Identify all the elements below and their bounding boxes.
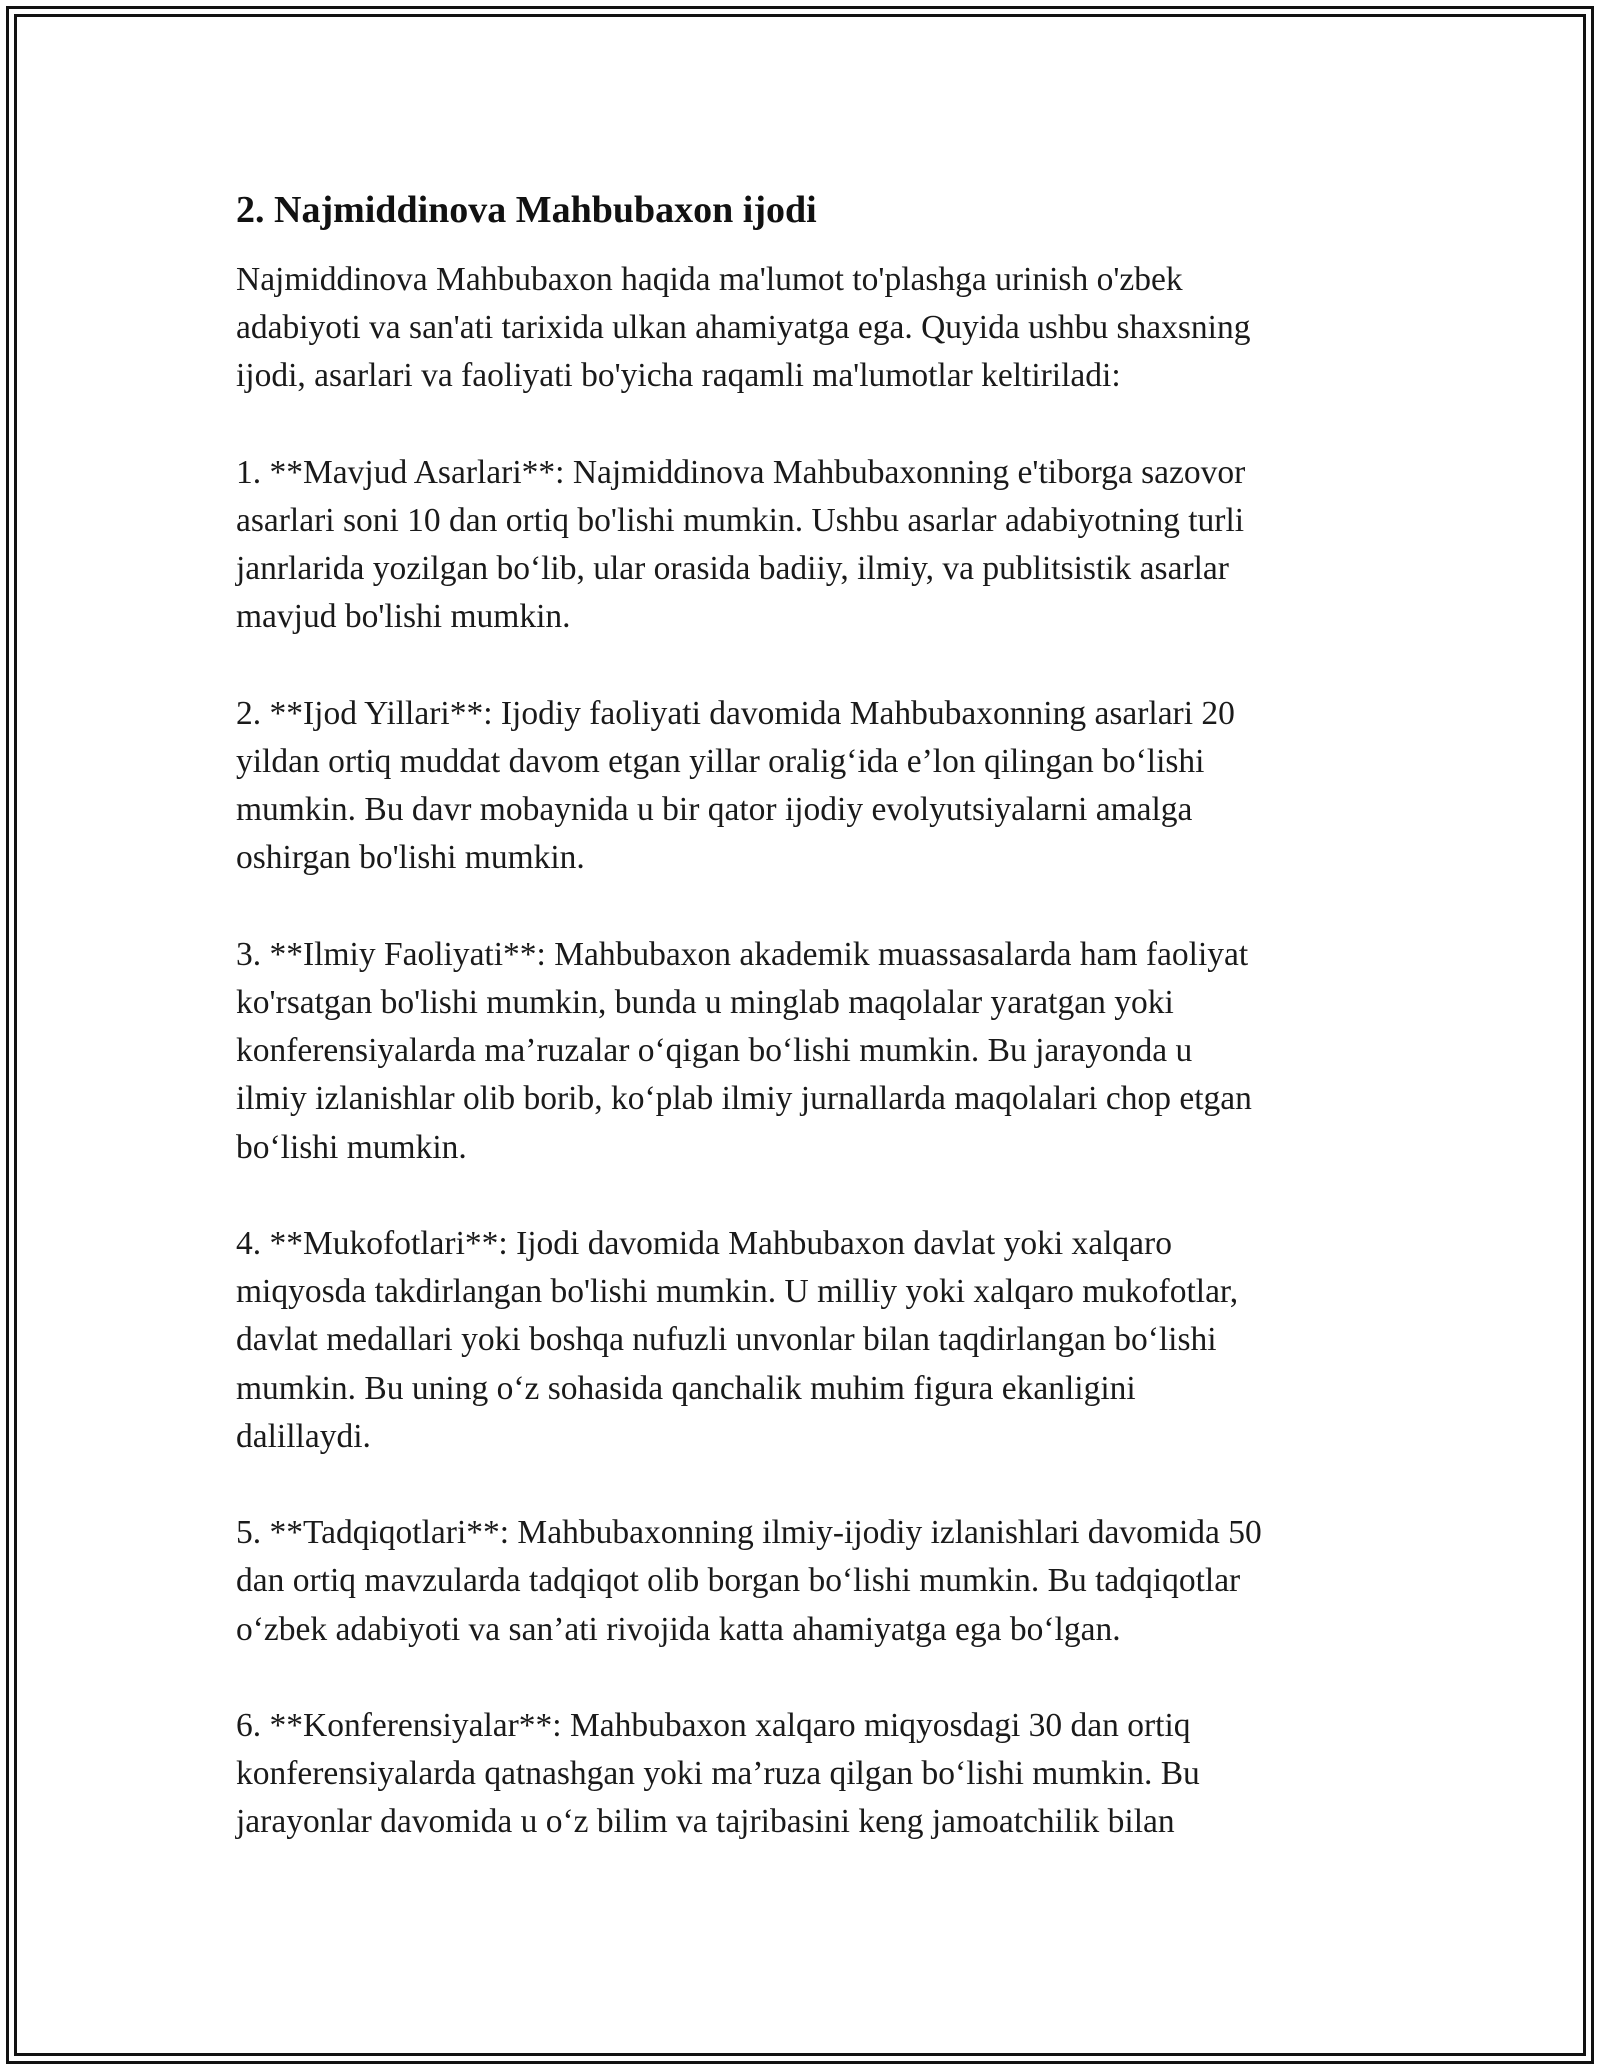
- text-line: 1. **Mavjud Asarlari**: Najmiddinova Mahbubaxonning e'tiborga sazovor: [236, 453, 1246, 491]
- intro-paragraph: [236, 256, 1366, 401]
- text-line: mumkin. Bu davr mobaynida u bir qator ijodiy evolyutsiyalarni amalga: [236, 791, 1193, 829]
- text-line: asarlari soni 10 dan ortiq bo'lishi mumkin. Ushbu asarlar adabiyotning turli: [236, 502, 1245, 539]
- text-line: bo‘lishi mumkin.: [236, 1128, 467, 1166]
- text-line: yildan ortiq muddat davom etgan yillar oralig‘ida e’lon qilingan bo‘lishi: [236, 743, 1205, 780]
- text-line: Najmiddinova Mahbubaxon haqida ma'lumot to'plashga urinish o'zbek: [236, 261, 1183, 298]
- text-line: miqyosda takdirlangan bo'lishi mumkin. U milliy yoki xalqaro mukofotlar,: [236, 1273, 1239, 1311]
- text-line: janrlarida yozilgan bo‘lib, ular orasida badiiy, ilmiy, va publitsistik asarlar: [236, 550, 1229, 588]
- text-line: dan ortiq mavzularda tadqiqot olib borgan bo‘lishi mumkin. Bu tadqiqotlar: [236, 1562, 1241, 1600]
- text-line: oshirgan bo'lishi mumkin.: [236, 839, 585, 877]
- text-line: konferensiyalarda qatnashgan yoki ma’ruza qilgan bo‘lishi mumkin. Bu: [236, 1755, 1200, 1793]
- text-line: 6. **Konferensiyalar**: Mahbubaxon xalqaro miqyosdagi 30 dan ortiq: [236, 1707, 1191, 1744]
- text-line: ko'rsatgan bo'lishi mumkin, bunda u minglab maqolalar yaratgan yoki: [236, 984, 1174, 1021]
- text-line: dalillaydi.: [236, 1417, 371, 1455]
- list-item-mavjud-asarlari: [236, 449, 1366, 642]
- list-item-konferensiyalar: [236, 1702, 1366, 1847]
- text-line: ilmiy izlanishlar olib borib, ko‘plab ilmiy jurnallarda maqolalari chop etgan: [236, 1080, 1252, 1118]
- text-line: 2. **Ijod Yillari**: Ijodiy faoliyati davomida Mahbubaxonning asarlari 20: [236, 694, 1235, 732]
- text-line: 5. **Tadqiqotlari**: Mahbubaxonning ilmiy-ijodiy izlanishlari davomida 50: [236, 1514, 1262, 1552]
- text-line: mavjud bo'lishi mumkin.: [236, 598, 571, 636]
- document-body: [236, 186, 1366, 1895]
- list-item-ijod-yillari: [236, 690, 1366, 883]
- text-line: konferensiyalarda ma’ruzalar o‘qigan bo‘lishi mumkin. Bu jarayonda u: [236, 1032, 1193, 1070]
- text-line: adabiyoti va san'ati tarixida ulkan ahamiyatga ega. Quyida ushbu shaxsning: [236, 309, 1251, 347]
- text-line: davlat medallari yoki boshqa nufuzli unvonlar bilan taqdirlangan bo‘lishi: [236, 1321, 1217, 1359]
- text-line: jarayonlar davomida u o‘z bilim va tajribasini keng jamoatchilik bilan: [236, 1803, 1175, 1841]
- text-line: 4. **Mukofotlari**: Ijodi davomida Mahbubaxon davlat yoki xalqaro: [236, 1225, 1172, 1262]
- text-line: ijodi, asarlari va faoliyati bo'yicha raqamli ma'lumotlar keltiriladi:: [236, 357, 1121, 395]
- list-item-mukofotlari: [236, 1220, 1366, 1461]
- list-item-tadqiqotlari: [236, 1509, 1366, 1654]
- text-line: 3. **Ilmiy Faoliyati**: Mahbubaxon akademik muassasalarda ham faoliyat: [236, 935, 1249, 973]
- text-line: mumkin. Bu uning o‘z sohasida qanchalik muhim figura ekanligini: [236, 1369, 1136, 1407]
- text-line: o‘zbek adabiyoti va san’ati rivojida katta ahamiyatga ega bo‘lgan.: [236, 1610, 1121, 1648]
- section-heading: 2. Najmiddinova Mahbubaxon ijodi: [236, 189, 817, 231]
- list-item-ilmiy-faoliyati: [236, 931, 1366, 1172]
